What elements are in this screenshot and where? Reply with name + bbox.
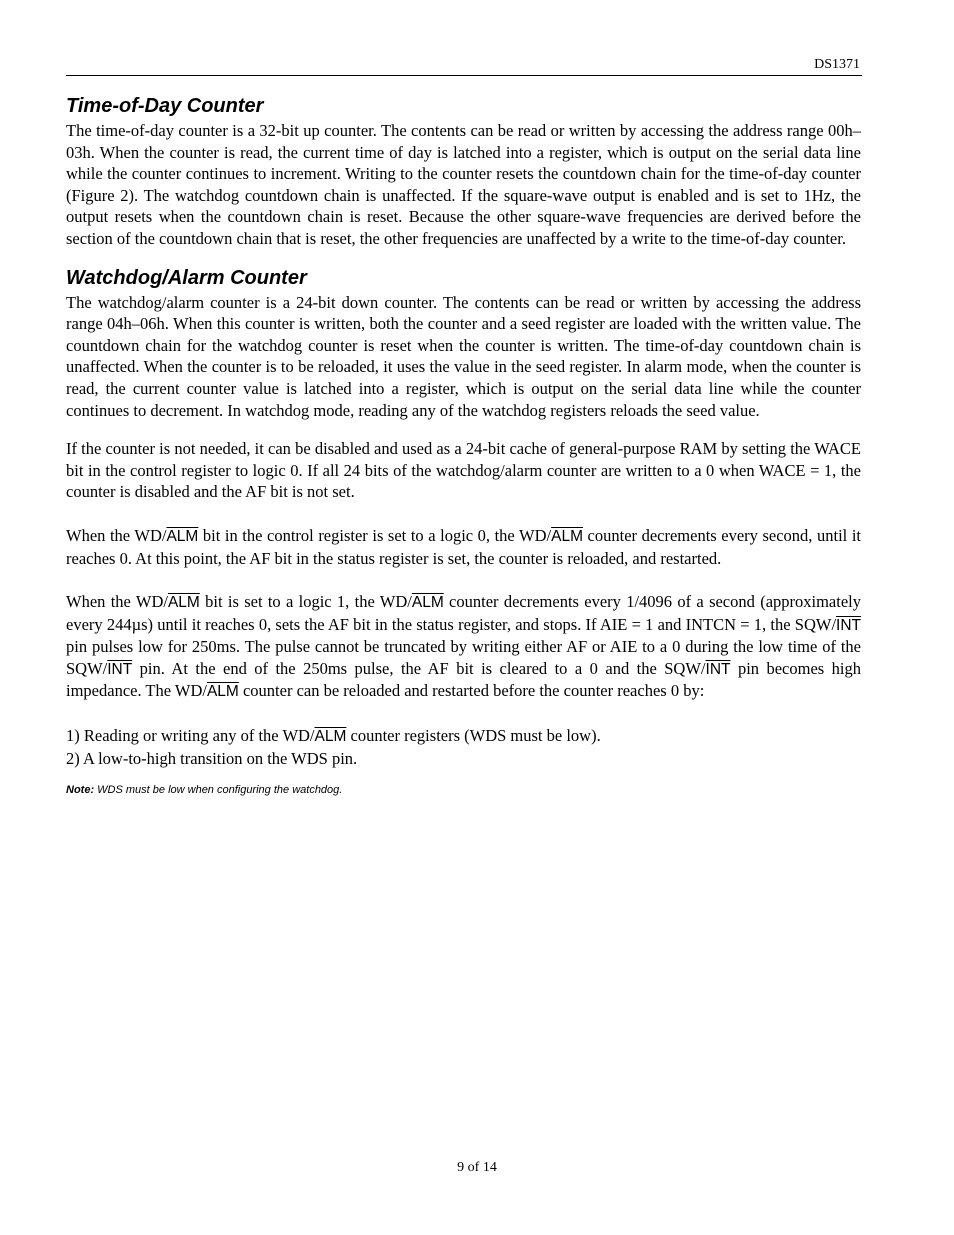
- list-item: 1) Reading or writing any of the $WD/\overline{ALM}$ counter registers (WDS must be low).: [66, 726, 601, 746]
- time-of-day-paragraph: The time-of-day counter is a 32-bit up counter. The contents can be read or written by accessing the address range 00h–03h. When the counter is read, the current time of day is latched into a register, which is output on the serial data line while the counter continues to increment. Writing to the counter resets the countdown chain for the time-of-day counter (Figure 2). The watchdog countdown chain is unaffected. If the square-wave output is enabled and is set to 1Hz, the output resets when the countdown chain is reset. Because the other square-wave frequencies are derived before the section of the countdown chain that is reset, the other frequencies are unaffected by a write to the time-of-day counter.: [66, 121, 861, 248]
- alm-signal: $\overline{ALM}$: [206, 683, 239, 701]
- int-signal: $\overline{INT}$: [705, 660, 731, 678]
- page-number: 9 of 14: [457, 1160, 497, 1175]
- list-item: 2) A low-to-high transition on the WDS pin.: [66, 748, 358, 768]
- int-signal: $\overline{INT}$: [107, 660, 133, 678]
- watchdog-paragraph-2: If the counter is not needed, it can be disabled and used as a 24-bit cache of general-purpose RAM by setting the WACE bit in the control register to logic 0. If all 24 bits of the watchdog/alarm counter are written to a 0 when WACE = 1, the counter is disabled and the AF bit is not set.: [66, 439, 861, 502]
- page-header: [66, 55, 862, 76]
- watchdog-paragraph-1: The watchdog/alarm counter is a 24-bit down counter. The contents can be read or written by accessing the address range 04h–06h. When this counter is written, both the counter and a seed register are loaded with the written value. The countdown chain for the watchdog counter is reset when the counter is written. The time-of-day countdown chain is unaffected. When the counter is to be reloaded, it uses the value in the seed register. In alarm mode, when the counter is read, the current counter value is latched into a register, which is output on the serial data line while the counter continues to decrement. In watchdog mode, reading any of the watchdog registers reloads the seed value.: [66, 292, 861, 420]
- alm-signal: $\overline{ALM}$: [411, 594, 444, 612]
- section-title-watchdog-alarm: Watchdog/Alarm Counter: [66, 266, 307, 289]
- alm-signal: $\overline{ALM}$: [166, 527, 199, 545]
- section-title-time-of-day: Time-of-Day Counter: [66, 95, 264, 117]
- note-label: Note:: [66, 784, 95, 797]
- int-signal: $\overline{INT}$: [836, 616, 861, 634]
- watchdog-paragraph-4: When the $WD/\overline{ALM}$ bit is set to a logic 1, the $WD/\overline{ALM}$ counter decrements every 1/4096 of a second (approximately every 244µs) until it reaches 0, sets the AF bit in the status register, and stops. If AIE = 1 and INTCN = 1, the SQW/$\overline{INT}$ pin pulses low for 250ms. The pulse cannot be truncated by writing either AF or AIE to a 0 during the low time of the SQW/$\overline{INT}$ pin. At the end of the 250ms pulse, the AF bit is cleared to a 0 and the SQW/$\overline{INT}$ pin becomes high impedance. The $WD/\overline{ALM}$ counter can be reloaded and restarted before the counter reaches 0 by:: [66, 592, 861, 701]
- watchdog-paragraph-3: When the $WD/\overline{ALM}$ bit in the control register is set to a logic 0, the $WD/\overline{ALM}$ counter decrements every second, until it reaches 0. At this point, the AF bit in the status register is set, the counter is reloaded, and restarted.: [66, 525, 861, 568]
- document-body: [66, 92, 861, 797]
- alm-signal: $\overline{ALM}$: [551, 527, 583, 545]
- note: [66, 783, 861, 797]
- alm-signal: $\overline{ALM}$: [167, 594, 200, 612]
- part-number: DS1371: [814, 57, 860, 72]
- note-text: WDS must be low when configuring the watchdog.: [94, 784, 343, 797]
- alm-signal: $\overline{ALM}$: [314, 728, 347, 746]
